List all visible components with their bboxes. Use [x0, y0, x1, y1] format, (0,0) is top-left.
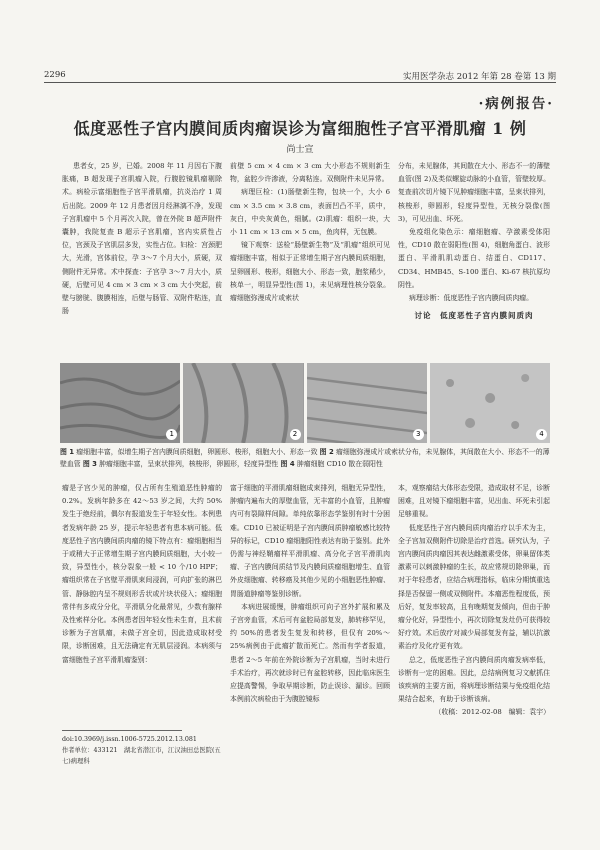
received-date: （收稿：2012-02-08 编辑：袁宇）	[434, 708, 550, 717]
caption-label: 图 2	[319, 448, 334, 456]
paragraph: 瘤是子宫少见的肿瘤，仅占所有生殖道恶性肿瘤的 0.2%。发病年龄多在 42～53 岁之间，大约 50%发生于绝经前，偶尔有报道发生于年轻女性。本例患者发病年龄 25 岁，提示年轻患者有患本病可能。低度恶性子宫内膜间质肉瘤的镜下特点有：瘤细胞相当于或稍大于正常增生期子宫内膜间质细胞，大小较一致，异型性小，核分裂象一般 < 10 个/10 HPF；瘤组织常在子宫壁平滑肌束间浸润，可向扩张的淋巴管、静脉腔内呈不规则形舌状或片块状侵入；瘤细胞常伴有多成分分化，平滑肌分化最常见，少数有腺样及性索样分化。本例患者因年轻女性未生育，且术前诊断为子宫肌瘤，未做子宫全切，因此造成取材受限，诊断困难，且无法确定有无肌层浸润。本病须与富细胞性子宫平滑肌瘤鉴别：	[62, 484, 222, 664]
figure-number: 2	[290, 429, 301, 440]
bottom-column-3	[398, 482, 550, 720]
paragraph: 免疫组化染色示：瘤细胞瘤、孕激素受体阳性，CD10 散在弱阳性(图 4)，细胞角蛋白、波形蛋白、平滑肌肌动蛋白、结蛋白、CD117、CD34、HMB45、S-100 蛋白、Ki-67 核抗原均阴性。	[398, 228, 550, 289]
footnote-rule	[62, 730, 182, 731]
journal-header: 实用医学杂志 2012 年第 28 卷第 13 期	[403, 72, 556, 82]
caption-text: 瘤细胞丰富，似增生期子宫内膜间质细胞，卵圆形、梭形，细胞大小、形态一致	[76, 448, 318, 456]
figure-row	[60, 363, 550, 443]
footnote	[62, 734, 227, 767]
figure-3-micrograph	[307, 363, 427, 443]
micrograph-texture-icon	[60, 363, 180, 443]
figure-2-micrograph	[183, 363, 303, 443]
figure-caption	[60, 446, 550, 470]
caption-label: 图 1	[60, 448, 75, 456]
author: 尚士宣	[286, 145, 314, 155]
figure-number: 1	[166, 429, 177, 440]
affiliation: 作者单位：433121 湖北省潜江市，江汉油田总医院(五七)病理科	[62, 747, 221, 765]
caption-text: 瘤细胞弥漫成片或索状分布，未见腺体，其间散在大小、形态不一的薄壁血管	[60, 448, 550, 468]
micrograph-texture-icon	[430, 363, 550, 443]
caption-text: 肿瘤细胞丰富，呈束状排列，核梭形，卵圆形，轻度异型性	[99, 460, 279, 468]
caption-label: 图 3	[82, 460, 97, 468]
figure-number: 3	[413, 429, 424, 440]
doi: doi:10.3969/j.issn.1006-5725.2012.13.081	[62, 736, 197, 743]
paragraph: 分布，未见腺体，其间散在大小、形态不一的薄壁血管(图 2)及类似螺旋动脉的小血管，管壁较厚。复查前次切片镜下见肿瘤细胞丰富，呈束状排列，核梭形，卵圆形，轻度异型性，无核分裂像(图 3)，可见出血、坏死。	[398, 162, 550, 223]
paragraph: 本，观察瘤结大体形态受限，造成取材不足，诊断困难，且对镜下瘤细胞丰富，见出血、坏死未引起足够重视。	[398, 484, 550, 519]
figure-number: 4	[536, 429, 547, 440]
paragraph: 病理诊断：低度恶性子宫内膜间质肉瘤。	[409, 294, 534, 303]
paragraph: 镜下观察：送检“肠壁新生物”及“肌瘤”组织可见瘤细胞丰富，相似于正常增生期子宫内膜间质细胞，呈卵圆形、梭形，细胞大小、形态一致，胞浆稀少，核单一，明显异型性(图 1)，未见病理性核分裂象。瘤细胞弥漫成片或索状	[230, 241, 390, 303]
paragraph: 本病进展缓慢，肿瘤组织可向子宫外扩展和累及子宫旁血管，术后可有盆腔局部复发，肺转移罕见，约 50%的患者发生复发和转移，但仅有 20%～25%病例由于此瘤扩散而死亡。然而有学者报道，患者 2～5 年前在外院诊断为子宫肌瘤，当时未进行手术治疗，再次就诊时已有盆腔转移，因此临床医生应提高警惕，争取早期诊断，防止误诊、漏诊。回顾本例前次病检由于为腹腔镜标	[230, 602, 390, 704]
paragraph: 低度恶性子宫内膜间质肉瘤治疗以手术为主，全子宫加双侧附件切除是治疗首选。研究认为，子宫内膜间质肉瘤因其表达雌激素受体，卵巢留体类激素可以刺激肿瘤的生长，故应常规切除卵巢，而对于年轻患者，应结合病理指标，临床分期慎重选择是否保留一侧或双侧附件。本瘤恶性程度低，预后好，复发率较高，且有晚期复发倾向，但由于肿瘤分化好，异型性小，再次切除复发灶仍可获得较好疗效。术后放疗对减少局部复发有益，辅以抗激素治疗及化疗更有效。	[398, 523, 550, 651]
discussion-heading: 讨论 低度恶性子宫内膜间质肉	[414, 311, 534, 321]
header-rule	[44, 82, 556, 83]
top-column-1	[62, 160, 222, 318]
paragraph: 患者女，25 岁，已婚。2008 年 11 月因右下腹胀痛，B 超发现子宫肌瘤入院，行腹腔镜肌瘤剔除术。病检示富细胞性子宫平滑肌瘤，抗炎治疗 1 周后出院。2009 年 12 月患者因月经淋漓不净，发现子宫肌瘤中 5 个月再次入院，曾在外院 B 超声附件囊肿，我院复查 B 超示子宫肌瘤，宫内实质性占位，宫颈及子宫肌层多发，实性占位。妇检：宫颈肥大，光滑，宫体前位，孕 3～7 个月大小，质硬，双侧附件无异常。术中探查：子宫孕 3～7 月大小，质硬，后壁可见 4 cm × 3 cm × 3 cm 大小突起，前壁与膀胱、腹膜相连，后壁与肠管、双附件粘连，直肠	[62, 162, 222, 316]
figure-1-micrograph	[60, 363, 180, 443]
paragraph: 总之，低度恶性子宫内膜间质肉瘤发病率低，诊断有一定的困难。因此，总结病例复习文献抓住该疾病的主要方面，将病理诊断结果与免疫组化结果结合起来，有助于诊断该病。	[398, 655, 550, 704]
caption-label: 图 4	[280, 460, 295, 468]
figure-4-micrograph	[430, 363, 550, 443]
page-number: 2296	[44, 70, 66, 80]
caption-text: 肿瘤细胞 CD10 散在弱阳性	[296, 460, 383, 468]
section-label: ·病例报告·	[478, 96, 554, 112]
micrograph-texture-icon	[307, 363, 427, 443]
top-column-3	[398, 160, 550, 324]
bottom-column-1	[62, 482, 222, 667]
paragraph: 病理巨检：(1)肠壁新生物，包块一个，大小 6 cm × 3.5 cm × 3.8 cm，表面凹凸不平，质中，灰白，中央灰黄色，细腻。(2)肌瘤：组织一块，大小 11 cm × 13 cm × 5 cm，鱼肉样，无包膜。	[230, 188, 390, 237]
paragraph: 富于细胞的平滑肌瘤细胞成束排列，细胞无异型性，肿瘤内遍布大的厚壁血管，无丰富的小血管，且肿瘤内可有裂隙样间隙。单纯依靠形态学鉴别有时十分困难。CD10 已被证明是子宫内膜间质肿瘤敏感比较特异的标记，CD10 瘤细胞阳性表达有助于鉴别。此外仍需与神经鞘瘤样平滑肌瘤、高分化子宫平滑肌肉瘤、子宫内膜间质结节及内膜间质瘤细胞增生、血管外皮细胞瘤、转移癌及其他少见的小细胞恶性肿瘤、胃肠道肿瘤等鉴别诊断。	[230, 484, 390, 598]
bottom-column-2	[230, 482, 390, 706]
article-title: 低度恶性子宫内膜间质肉瘤误诊为富细胞性子宫平滑肌瘤 1 例	[73, 119, 527, 138]
micrograph-texture-icon	[183, 363, 303, 443]
top-column-2	[230, 160, 390, 305]
paragraph: 前壁 5 cm × 4 cm × 3 cm 大小形态不规则新生物，盆腔少许渗液，分离粘连。双侧附件未见异常。	[230, 162, 390, 184]
